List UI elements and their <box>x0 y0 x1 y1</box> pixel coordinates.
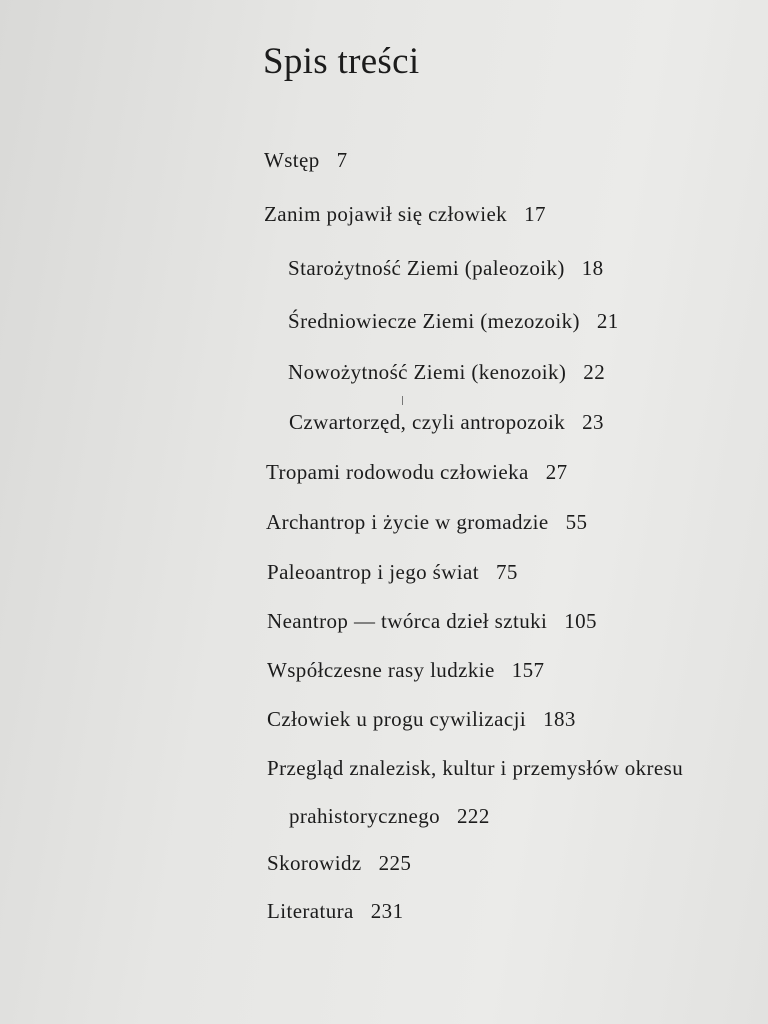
toc-entry <box>267 899 403 924</box>
toc-entry-text: prahistorycznego <box>289 804 441 828</box>
toc-entry <box>267 756 683 781</box>
toc-entry-text: Starożytność Ziemi (paleozoik) <box>288 256 565 280</box>
toc-entry-text: Literatura <box>267 899 354 923</box>
toc-entry <box>266 460 568 485</box>
toc-entry-text: Średniowiecze Ziemi (mezozoik) <box>288 309 580 333</box>
toc-entry <box>266 510 587 535</box>
toc-subentry <box>289 410 604 435</box>
toc-entry-page: 18 <box>581 256 604 280</box>
page-mark <box>402 396 403 405</box>
toc-entry-page: 105 <box>564 609 597 633</box>
toc-entry-page: 22 <box>583 360 606 384</box>
toc-entry-text: Zanim pojawił się człowiek <box>264 202 508 226</box>
toc-entry <box>267 851 411 876</box>
toc-entry-page: 75 <box>495 560 518 584</box>
toc-entry <box>264 202 546 227</box>
toc-entry-text: Archantrop i życie w gromadzie <box>266 510 549 534</box>
toc-entry <box>267 707 576 732</box>
toc-entry-text: Człowiek u progu cywilizacji <box>267 707 527 731</box>
toc-entry-text: Paleoantrop i jego świat <box>267 560 479 584</box>
toc-entry-page: 183 <box>543 707 576 731</box>
toc-entry-page: 231 <box>370 899 404 923</box>
page-title: Spis treści <box>263 41 420 82</box>
toc-entry-text: Przegląd znalezisk, kultur i przemysłów okresu <box>267 756 684 780</box>
toc-entry-text: Wstęp <box>264 148 320 172</box>
toc-entry-page: 23 <box>582 410 604 434</box>
toc-entry-page: 222 <box>457 804 490 828</box>
toc-entry-text: Współczesne rasy ludzkie <box>267 658 495 682</box>
toc-entry-page: 225 <box>378 851 412 875</box>
toc-entry-page: 17 <box>524 202 546 226</box>
toc-entry-text: Tropami rodowodu człowieka <box>266 460 529 484</box>
toc-entry <box>267 658 544 683</box>
toc-subentry <box>288 309 619 334</box>
toc-subentry <box>288 256 604 281</box>
toc-entry-page: 55 <box>565 510 588 534</box>
toc-entry <box>264 148 348 173</box>
toc-entry <box>267 560 518 585</box>
toc-entry-text: Czwartorzęd, czyli antropozoik <box>289 410 566 434</box>
toc-entry-text: Neantrop — twórca dzieł sztuki <box>267 609 548 633</box>
toc-entry-page: 157 <box>511 658 545 682</box>
toc-subentry <box>288 360 605 385</box>
toc-entry-continuation <box>289 804 490 829</box>
toc-entry <box>267 609 597 634</box>
toc-entry-text: Skorowidz <box>267 851 362 875</box>
toc-entry-page: 7 <box>336 148 348 172</box>
toc-entry-page: 21 <box>596 309 619 333</box>
toc-entry-page: 27 <box>545 460 568 484</box>
toc-entry-text: Nowożytność Ziemi (kenozoik) <box>288 360 567 384</box>
